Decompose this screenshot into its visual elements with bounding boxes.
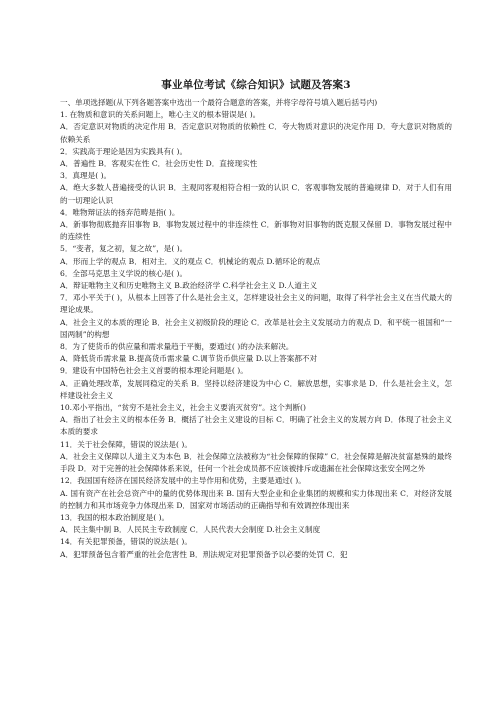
document-line: 5．“变者，复之初，复之故”，是( )。 — [60, 244, 188, 254]
document-line: 9．建设有中国特色社会主义首要的根本理论问题是( )。 — [60, 366, 248, 376]
document-line: 2．实践高于理论是因为实践具有( )。 — [60, 146, 188, 156]
document-line: A．正确处理改革，发展同稳定的关系 B．坚持以经济建设为中心 C．解放思想，实事求是 D．什么是社会主义，怎样建设社会主义 — [60, 378, 452, 400]
document-line: A．社会主义的本质的理论 B．社会主义初级阶段的理论 C．改革是社会主义发展动力的观点 D．和平统一祖国和“一国两制”的构想 — [60, 317, 452, 339]
document-line: A．犯罪预备包含着严重的社会危害性 B．刑法规定对犯罪预备予以必要的处罚 C．犯 — [60, 549, 348, 559]
document-line: A．否定意识对物质的决定作用 B．否定意识对物质的依赖性 C．夸大物质对意识的决定作用 D．夸大意识对物质的依赖关系 — [60, 122, 452, 144]
document-line: 13．我国的根本政治制度是( )。 — [60, 512, 170, 522]
document-line: 10.邓小平指出，“贫穷不是社会主义，社会主义要消灭贫穷”。这个判断() — [60, 403, 306, 413]
document-title: 事业单位考试《综合知识》试题及答案3 — [161, 79, 351, 91]
document-line: 12．我国国有经济在国民经济发展中的主导作用和优势，主要是通过( )。 — [60, 476, 306, 486]
document-line: A．形而上学的观点 B．相对主．义的观点 C．机械论的观点 D.循环论的观点 — [60, 256, 321, 266]
document-body — [60, 97, 452, 561]
document-line: A．辩证唯物主义和历史唯物主义 B.政治经济学 C.科学社会主义 D.人道主义 — [60, 281, 318, 291]
document-line: 一、单项选择题(从下列各题答案中选出一个最符合题意的答案，并将字母符号填入题后括号内) — [60, 98, 378, 107]
document-line: 3．真理是( )。 — [60, 171, 112, 181]
document-line: 11．关于社会保障，错误的说法是( )。 — [60, 439, 192, 449]
document-line: A．社会主义保障以人道主义为本色 B．社会保障立法被称为“社会保障的保障” C．社会保障是解决贫富悬殊的最终手段 D．对于完善的社会保障体系来说，任何一个社会成员都不应该被排斥或遗漏在社会保障这张安全网之外 — [60, 451, 452, 474]
document-line: 8．为了使货币的供应量和需求量趋于平衡，要通过( )的办法来解决。 — [60, 342, 294, 352]
document-line: 1. 在物质和意识的关系问题上，唯心主义的根本错误是( )。 — [60, 110, 261, 120]
document-line: A．指出了社会主义的根本任务 B．概括了社会主义建设的目标 C．明确了社会主义的发展方向 D．体现了社会主义本质的要求 — [60, 415, 452, 437]
document-line: A．普遍性 B．客观实在性 C．社会历史性 D．直接现实性 — [60, 159, 258, 169]
document-line: 7．邓小平关于( )，从根本上回答了什么是社会主义，怎样建设社会主义的问题，取得了科学社会主义在当代最大的理论成果。 — [60, 293, 452, 315]
document-line: 4．唯物辩证法的扬弃范畴是指( )。 — [60, 207, 180, 217]
document-line: A．降低货币需求量 B.提高货币需求量 C.调节货币供应量 D.以上答案都不对 — [60, 354, 318, 364]
document-line: 6．全部马克思主义学说的核心是( )。 — [60, 268, 188, 278]
document-line: A．绝大多数人普遍接受的认识 B．主观同客观相符合相一致的认识 C．客观事物发展的普遍规律 D．对于人们有用的一切理论认识 — [60, 183, 452, 205]
document-line: 14．有关犯罪预备，错误的说法是( )。 — [60, 537, 192, 547]
document-line: A．民主集中制 B．人民民主专政制度 C．人民代表大会制度 D.社会主义制度 — [60, 525, 321, 535]
document-line: A．新事物彻底抛弃旧事物 B．事物发展过程中的非连续性 C．新事物对旧事物的既克服又保留 D．事物发展过程中的连续性 — [60, 220, 452, 242]
document-line: A. 国有资产在社会总资产中的量的优势体现出来 B. 国有大型企业和企业集团的规模和实力体现出来 C．对经济发展的控制力和其市场竞争力体现出来 D．国家对市场活动的正确指导和有效调控体现出来 — [60, 488, 452, 510]
